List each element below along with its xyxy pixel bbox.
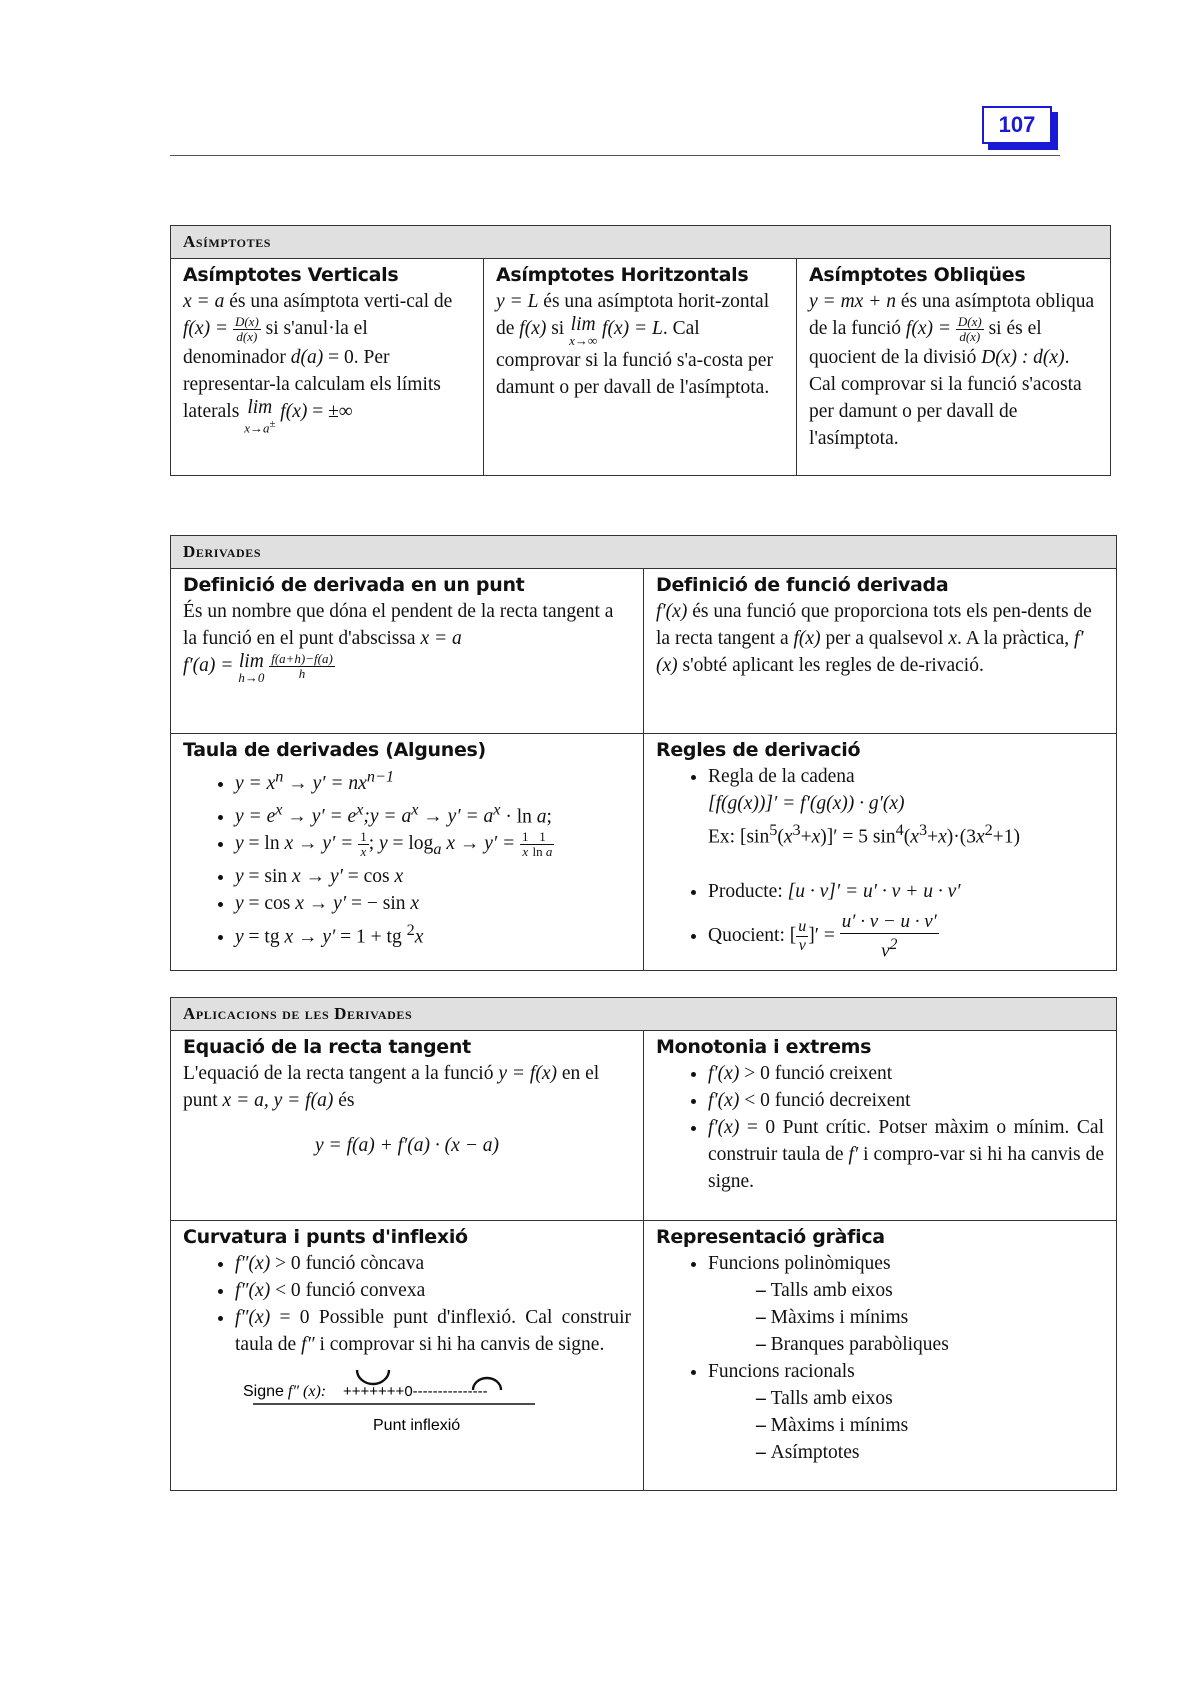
monotonia-title: Monotonia i extrems: [656, 1036, 872, 1058]
list-item: • f″(x) > 0 funció còncava: [235, 1250, 631, 1277]
list-item: • f′(x) > 0 funció creixent: [708, 1060, 1104, 1087]
list-item: • Funcions polinòmiques – Talls amb eixos – Màxims i mínims – Branques parabòliques: [708, 1250, 1104, 1358]
header-rule: [170, 155, 1060, 156]
list-item: • Quocient: [ $\frac{u}{v}$ ]′ = $\frac{u' \cdot v - u \cdot v'}{v^2}$: [708, 911, 1104, 962]
curvature-title: Curvatura i punts d'inflexió: [183, 1226, 468, 1248]
list-item: • f′(x) = 0 Punt crític. Potser màxim o mínim. Cal construir taula de f′ i compro-var si hi ha canvis de signe.: [708, 1114, 1104, 1195]
applications-header: Aplicacions de les Derivades: [171, 998, 1117, 1031]
derivative-table-title: Taula de derivades (Algunes): [183, 739, 486, 761]
list-item: – Talls amb eixos: [756, 1277, 1104, 1304]
vertical-asymptote-title: Asímptotes Verticals: [183, 264, 399, 286]
list-item: – Màxims i mínims: [756, 1412, 1104, 1439]
page-number: 107: [982, 106, 1052, 144]
point-derivative-title: Definició de derivada en un punt: [183, 574, 525, 596]
list-item: – Màxims i mínims: [756, 1304, 1104, 1331]
list-item: – Talls amb eixos: [756, 1385, 1104, 1412]
horizontal-asymptote-cell: Asímptotes Horitzontals y = L és una asímptota horit-zontal de f(x) si lim x→∞ f(x) = L. Cal comprovar si la funció s'a-costa per damunt o per davall de l'asímptota.: [484, 259, 797, 476]
graph-representation-list: [656, 1250, 1104, 1466]
list-item: – Branques parabòliques: [756, 1331, 1104, 1358]
derivatives-box: [170, 535, 1117, 971]
list-item: • Funcions racionals – Talls amb eixos – Màxims i mínims – Asímptotes: [708, 1358, 1104, 1466]
oblique-asymptote-title: Asímptotes Obliqües: [809, 264, 1026, 286]
asymptotes-header: Asímptotes: [171, 226, 1111, 259]
curvature-list: [183, 1250, 631, 1358]
monotonia-list: [656, 1060, 1104, 1195]
monotonia-cell: [644, 1031, 1117, 1221]
graph-representation-title: Representació gràfica: [656, 1226, 885, 1248]
derivation-rules-title: Regles de derivació: [656, 739, 861, 761]
sign-label: Signe f″ (x):: [243, 1383, 327, 1400]
function-derivative-cell: Definició de funció derivada f′(x) és una funció que proporciona tots els pen-dents de la recta tangent a f(x) per a qualsevol x. A la pràctica, f′(x) s'obté aplicant les regles de de-rivació.: [644, 569, 1117, 734]
graph-representation-cell: [644, 1221, 1117, 1491]
asymptotes-box: [170, 225, 1111, 476]
derivation-rules-list: [656, 763, 1104, 962]
concave-up-icon: [357, 1370, 389, 1384]
derivative-table-list: [183, 763, 631, 950]
inflection-label: Punt inflexió: [373, 1417, 461, 1434]
list-item: • $y = e^x \to y'$ = $e^x;y = a^x \to y' = a^x \cdot \ln a$;: [235, 797, 631, 831]
oblique-asymptote-cell: Asímptotes Obliqües y = mx + n és una asímptota obliqua de la funció f(x) = $\frac{D(x)}{d(x)}$ si és el quocient de la divisió D(x) : d(x). Cal comprovar si la funció s'acosta per damunt o per davall de l'asímptota.: [797, 259, 1111, 476]
list-item: • y = tg x → y′ = 1 + tg $^2$x: [235, 917, 631, 951]
list-item: • y = ln x → y′ = $\frac{1}{x}$ ; $y = \log_a x \to y'$ = $\frac{1}{x}$ $\frac{1}{\text{ln a}}$: [235, 830, 631, 863]
list-item: – Asímptotes: [756, 1439, 1104, 1466]
function-derivative-title: Definició de funció derivada: [656, 574, 949, 596]
tangent-line-title: Equació de la recta tangent: [183, 1036, 471, 1058]
derivation-rules-cell: [644, 734, 1117, 971]
list-item: • Producte: [u · v]′ = u′ · v + u · v′: [708, 878, 1104, 905]
sign-diagram-svg: [243, 1366, 543, 1438]
horizontal-asymptote-title: Asímptotes Horitzontals: [496, 264, 749, 286]
list-item: • f″(x) = 0 Possible punt d'inflexió. Cal construir taula de f″ i comprovar si hi ha canvis de signe.: [235, 1304, 631, 1358]
list-item: • y = sin x → y′ = cos x: [235, 863, 631, 890]
vertical-asymptote-cell: Asímptotes Verticals x = a és una asímptota verti-cal de f(x) = $\frac{D(x)}{d(x)}$ si s'anul·la el denominador d(a) = 0. Per representar-la calculam els límits laterals lim x→a± f(x) = ±∞: [171, 259, 484, 476]
applications-box: [170, 997, 1117, 1491]
sign-values: +++++++0---------------: [343, 1383, 488, 1400]
list-item: • Regla de la cadena [f(g(x))]′ = f′(g(x)) · g′(x) Ex: $[\sin^5(x^3+x)]' = 5$ $\sin^4(x^3+x)\cdot(3x^2+1)$: [708, 763, 1104, 878]
derivatives-header: Derivades: [171, 536, 1117, 569]
list-item: • f″(x) < 0 funció convexa: [235, 1277, 631, 1304]
tangent-line-cell: Equació de la recta tangent L'equació de la recta tangent a la funció y = f(x) en el punt x = a, y = f(a) és y = f(a) + f′(a) · (x − a): [171, 1031, 644, 1221]
sign-diagram: [243, 1366, 631, 1446]
list-item: • f′(x) < 0 funció decreixent: [708, 1087, 1104, 1114]
list-item: • y = cos x → y′ = − sin x: [235, 890, 631, 917]
point-derivative-cell: Definició de derivada en un punt És un nombre que dóna el pendent de la recta tangent a la funció en el punt d'abscissa x = a f′(a) = lim h→0 $\frac{f(a+h)-f(a)}{h}$: [171, 569, 644, 734]
curvature-cell: [171, 1221, 644, 1491]
polynomial-sublist: [708, 1277, 1104, 1358]
rational-sublist: [708, 1385, 1104, 1466]
derivative-table-cell: [171, 734, 644, 971]
list-item: • $y = x^n \to y' = nx^{n-1}$: [235, 763, 631, 797]
